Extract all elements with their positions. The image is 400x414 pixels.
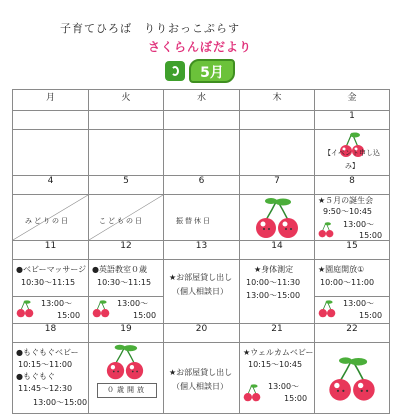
event-time: 10:00～11:30 — [246, 278, 301, 287]
event-time: 9:50～10:45 — [323, 207, 373, 216]
date-row — [13, 324, 390, 343]
cell-may18 — [13, 343, 89, 414]
cell-may5 — [89, 195, 164, 241]
cell-may21 — [240, 343, 315, 414]
event-time: 10:00～11:00 — [320, 278, 375, 287]
open-time: 13:00～ — [41, 299, 73, 308]
cell-may11-open — [13, 297, 89, 324]
cell-may20 — [164, 343, 240, 414]
event-time: 10:15～11:00 — [18, 360, 73, 369]
event-title: ●英語教室０歳 — [92, 265, 147, 274]
date-cell — [240, 111, 315, 130]
open-time-end: 15:00 — [284, 394, 308, 403]
cherry-icon — [318, 299, 336, 319]
event-subtitle: （個人相談日） — [172, 287, 228, 296]
open-time: 13:00～ — [117, 299, 149, 308]
cell-may15-open — [315, 297, 390, 324]
cell-may19 — [89, 343, 164, 414]
date-cell: 21 — [240, 324, 315, 343]
calendar-table — [12, 89, 390, 414]
event-title: ●もぐもぐ — [16, 372, 55, 381]
event-row — [13, 343, 390, 414]
date-cell: 18 — [13, 324, 89, 343]
event-title: ★お部屋貸し出し — [169, 273, 233, 282]
month-badge — [165, 59, 237, 83]
cell-may6 — [164, 195, 240, 241]
cherry-face-icon — [103, 343, 147, 381]
date-cell: 20 — [164, 324, 240, 343]
weekday-tue: 火 — [89, 90, 164, 111]
holiday-label: 振替休日 — [176, 217, 212, 225]
date-cell: 1 — [315, 111, 390, 130]
event-time: 11:45～12:30 — [18, 384, 73, 393]
event-time: 10:30～11:15 — [21, 278, 76, 287]
infant-open-box: ０歳開放 — [97, 383, 157, 398]
event-row — [13, 130, 390, 176]
cherry-icon — [243, 383, 261, 403]
cherry-face-icon — [325, 355, 379, 403]
cherry-icon — [16, 299, 34, 319]
date-cell: 14 — [240, 241, 315, 260]
empty-cell — [89, 130, 164, 176]
open-time-end: 15:00 — [359, 231, 383, 240]
event-time: 10:30～11:15 — [97, 278, 152, 287]
date-cell — [89, 111, 164, 130]
date-row — [13, 241, 390, 260]
weekday-fri: 金 — [315, 90, 390, 111]
date-row — [13, 176, 390, 195]
date-cell: 13 — [164, 241, 240, 260]
date-cell: 11 — [13, 241, 89, 260]
open-time-end: 15:00 — [133, 311, 157, 320]
cell-may15 — [315, 260, 390, 297]
holiday-label: みどりの日 — [25, 217, 70, 225]
newsletter-header — [0, 0, 400, 90]
date-cell: 6 — [164, 176, 240, 195]
empty-cell — [240, 130, 315, 176]
cell-may11 — [13, 260, 89, 297]
date-cell: 5 — [89, 176, 164, 195]
date-cell: 19 — [89, 324, 164, 343]
event-title: ★お部屋貸し出し — [169, 368, 233, 377]
weekday-wed: 水 — [164, 90, 240, 111]
event-time: 13:00～15:00 — [246, 291, 301, 300]
event-signup-label[interactable]: 【イベント申し込み】 — [324, 149, 380, 170]
cell-may14 — [240, 260, 315, 324]
date-cell: 8 — [315, 176, 390, 195]
event-subtitle: （個人相談日） — [172, 382, 228, 391]
weekday-thu: 木 — [240, 90, 315, 111]
event-time: 10:15～10:45 — [248, 360, 303, 369]
month-label: 5月 — [189, 59, 235, 83]
open-time-end: 15:00 — [359, 311, 383, 320]
cell-may22 — [315, 343, 390, 414]
date-cell: 4 — [13, 176, 89, 195]
cherry-icon — [92, 299, 110, 319]
weekday-row — [13, 90, 390, 111]
date-cell — [164, 111, 240, 130]
cell-may7 — [240, 195, 315, 241]
weekday-mon: 月 — [13, 90, 89, 111]
event-title: ★身体測定 — [254, 265, 294, 274]
event-title: ●ベビーマッサージ — [16, 265, 87, 274]
date-cell: 12 — [89, 241, 164, 260]
date-cell: 15 — [315, 241, 390, 260]
leaf-icon — [165, 61, 185, 81]
empty-cell — [164, 130, 240, 176]
cell-may12 — [89, 260, 164, 297]
date-cell — [13, 111, 89, 130]
holiday-label: こどもの日 — [99, 217, 144, 225]
cherry-icon — [318, 221, 334, 239]
cell-may13 — [164, 260, 240, 324]
open-time: 13:00～ — [343, 299, 375, 308]
date-cell: 22 — [315, 324, 390, 343]
date-row — [13, 111, 390, 130]
cell-may12-open — [89, 297, 164, 324]
cell-may4 — [13, 195, 89, 241]
event-title: ★ウェルカムベビー — [243, 348, 314, 357]
open-time: 13:00～15:00 — [33, 398, 88, 407]
event-row — [13, 195, 390, 241]
cherry-face-icon — [252, 196, 302, 240]
cell-may1 — [315, 130, 390, 176]
event-title: ★園庭開放① — [318, 265, 365, 274]
event-title: ★５月の誕生会 — [318, 196, 374, 205]
open-time: 13:00～ — [343, 220, 375, 229]
date-cell: 7 — [240, 176, 315, 195]
open-time-end: 15:00 — [57, 311, 81, 320]
header-line1: 子育てひろば りりおっこぷらす — [60, 22, 240, 35]
event-title: ●もぐもぐベビー — [16, 348, 79, 357]
event-row — [13, 260, 390, 297]
newsletter-title: さくらんぼだより — [147, 40, 252, 54]
cell-may8 — [315, 195, 390, 241]
open-time: 13:00～ — [268, 382, 300, 391]
empty-cell — [13, 130, 89, 176]
